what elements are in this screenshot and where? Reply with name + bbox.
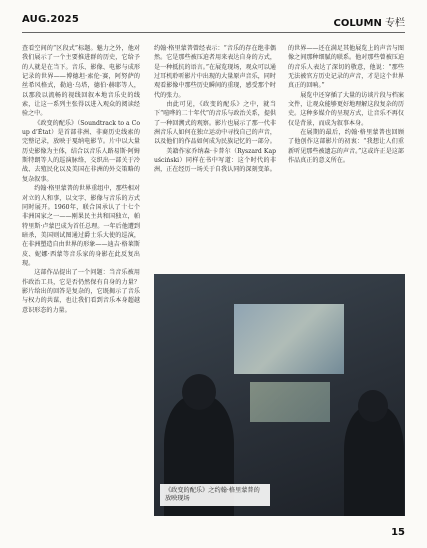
column-label-cn: 专栏 [385,18,405,29]
issue-date: AUG.2025 [22,14,79,25]
photo-caption: 《政变的配乐》之约翰·格里蒙普的放映现场 [160,484,270,506]
paragraph: 约翰·格里蒙普曾经表示：“音乐的存在绝非偶然。它是那些被压迫者用来表达自身的方式，是一种抵抗的语言。”在展览现场，观众可以通过耳机聆听影片中出现的大量原声音乐，同时观看影像中那些历史瞬间的重现，感受那个时代的张力。 [154,45,276,99]
paragraph: 约翰·格里蒙普的世界重组中，那些相对对立的人和事，以文字、影像与音乐的方式同时展开。1960年，联合国承认了十七个非洲国家之一——刚果民主共和国独立，帕特里斯·卢蒙巴成为首任总理。一年后他遭到暗杀，美国则试图通过爵士乐大使的巡演，在非洲塑造自由世界的形象——迪吉·格莱斯皮、妮娜·西蒙等音乐家的身影在此反复出现。 [22,185,140,267]
page-header [0,0,427,44]
paragraph: 《政变的配乐》（Soundtrack to a Coup d’État）是首部非洲、非裔历史线索的完整记录，放映于戛纳电影节。片中以大量历史影像为主体，结合以音乐人路易斯·阿姆斯特朗等人的巡演脉络，交织出一部关于冷战、去殖民化以及美国在非洲的外交策略的复杂叙事。 [22,119,140,183]
paragraph: 由此可见，《政变的配乐》之中，就当下“喧哗的二十年代”的音乐与政治关系，提供了一种回溯式的观察。影片也展示了那一代非洲音乐人如何在独立运动中寻找自己的声音，以及他们的作品如何成为民族记忆的一部分。 [154,101,276,146]
text-column-2 [154,44,276,266]
text-column-1 [22,44,140,514]
header-rule [22,32,405,33]
paragraph: 美籍作家乔纳森·卡普尔（Ryszard Kapuściński）同样在书中写道：这个时代的非洲，正在经历一场关于自我认同的深刻变革。 [154,147,276,174]
visitor-head [358,390,388,422]
visitor-silhouette [344,406,404,516]
paragraph: 在展期的最后，约翰·格里蒙普也回顾了他创作这部影片的初衷：“我想让人们重新听见那些被遗忘的声音。”这或许正是这部作品真正的意义所在。 [288,129,404,165]
column-label [334,14,405,29]
paragraph: 查看空间的“区段式”标题。魅力之外，他对我们展示了一个主要推进群的历史，它给予的人就是在当下。音乐、影像、电影与成形记录的世界——博德坦·索伦·赛，阿努萨的丝希风格式，勒迪·乌塔，德伯·赫耶等人，以那段以流畅的视线回叙本地音乐史的线索，让这一系列主张得以进入观众的阅读经验之中。 [22,45,140,118]
projection-screen [234,304,344,374]
paragraph: 展览中还穿插了大量的访谈片段与档案文件，让观众能够更好地理解这段复杂的历史。这种多媒介的呈现方式，让音乐不再仅仅是背景，而成为叙事本身。 [288,91,404,127]
visitor-head [182,374,216,410]
paragraph: 这部作品提出了一个问题：当音乐被用作政治工具，它是否仍然保有自身的力量？影片给出的回答是复杂的，它既揭示了音乐与权力的共谋，也让我们看到音乐本身超越意识形态的力量。 [22,269,140,314]
projection-screen-secondary [250,382,330,422]
paragraph: 的世界——还在满足其他展览上的声音与图像之间那种细腻的联系。他对那些曾被压迫的音乐人表达了深切的敬意，他说：“那些无法被官方历史记录的声音，才是这个世界真正的回响。” [288,45,404,90]
page-number: 15 [391,527,405,538]
column-label-en: COLUMN [333,18,382,29]
text-column-3 [288,44,404,266]
exhibition-photo [154,274,405,516]
